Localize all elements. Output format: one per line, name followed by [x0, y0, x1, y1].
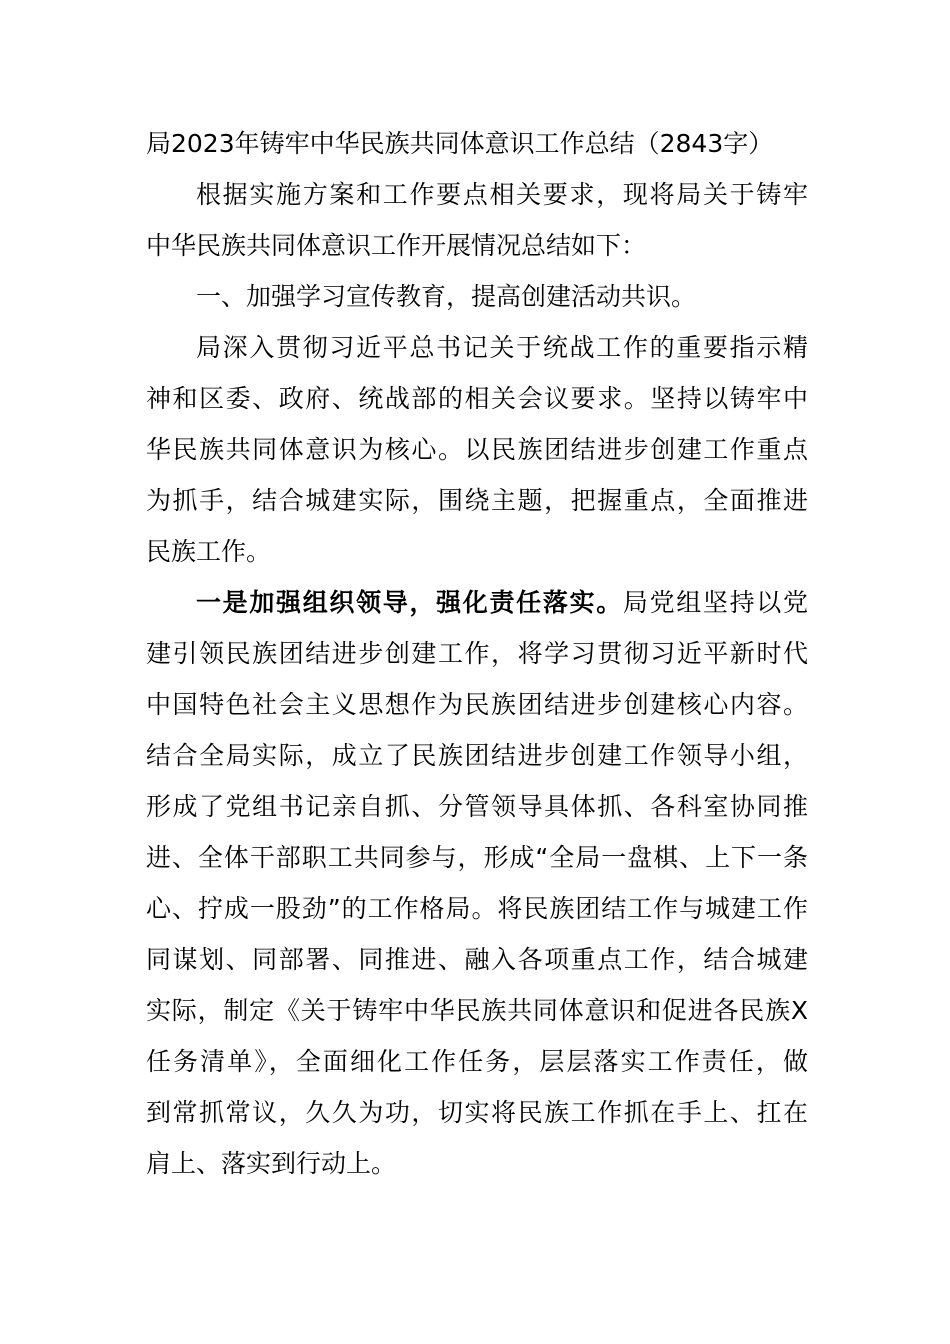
para1-line-2: 神和区委、政府、统战部的相关会议要求。坚持以铸牢中 — [146, 384, 808, 413]
para2-line-12: 肩上、落实到行动上。 — [146, 1149, 397, 1178]
document-title: 局2023年铸牢中华民族共同体意识工作总结（2843字） — [146, 129, 774, 158]
para1-line-5: 民族工作。 — [146, 537, 272, 566]
para2-line-5: 形成了党组书记亲自抓、分管领导具体抓、各科室协同推 — [146, 792, 808, 821]
para2-line-11: 到常抓常议，久久为功，切实将民族工作抓在手上、扛在 — [146, 1098, 808, 1127]
para2-line-9: 实际，制定《关于铸牢中华民族共同体意识和促进各民族X — [146, 996, 808, 1025]
section-1-heading: 一、加强学习宣传教育，提高创建活动共识。 — [196, 282, 697, 311]
para2-first-rest: 局党组坚持以党 — [622, 588, 808, 617]
para2-line-3: 中国特色社会主义思想作为民族团结进步创建核心内容。 — [146, 690, 808, 719]
para1-line-3: 华民族共同体意识为核心。以民族团结进步创建工作重点 — [146, 435, 808, 464]
para1-line-4: 为抓手，结合城建实际，围绕主题，把握重点，全面推进 — [146, 486, 808, 515]
intro-line-2: 中华民族共同体意识工作开展情况总结如下： — [146, 231, 647, 260]
document-body — [146, 118, 808, 1189]
para2-line-10: 任务清单》，全面细化工作任务，层层落实工作责任，做 — [146, 1047, 808, 1076]
para2-line-7: 心、拧成一股劲”的工作格局。将民族团结工作与城建工作 — [146, 894, 808, 923]
para2-line-6: 进、全体干部职工共同参与，形成“全局一盘棋、上下一条 — [146, 843, 808, 872]
para2-line-1 — [146, 577, 808, 628]
para2-line-2: 建引领民族团结进步创建工作，将学习贯彻习近平新时代 — [146, 639, 808, 668]
para2-bold-lead: 一是加强组织领导，强化责任落实。 — [196, 588, 623, 617]
para2-line-4: 结合全局实际，成立了民族团结进步创建工作领导小组， — [146, 741, 808, 770]
para2-line-8: 同谋划、同部署、同推进、融入各项重点工作，结合城建 — [146, 945, 808, 974]
para1-line-1: 局深入贯彻习近平总书记关于统战工作的重要指示精 — [196, 333, 808, 362]
intro-line-1: 根据实施方案和工作要点相关要求，现将局关于铸牢 — [196, 180, 808, 209]
